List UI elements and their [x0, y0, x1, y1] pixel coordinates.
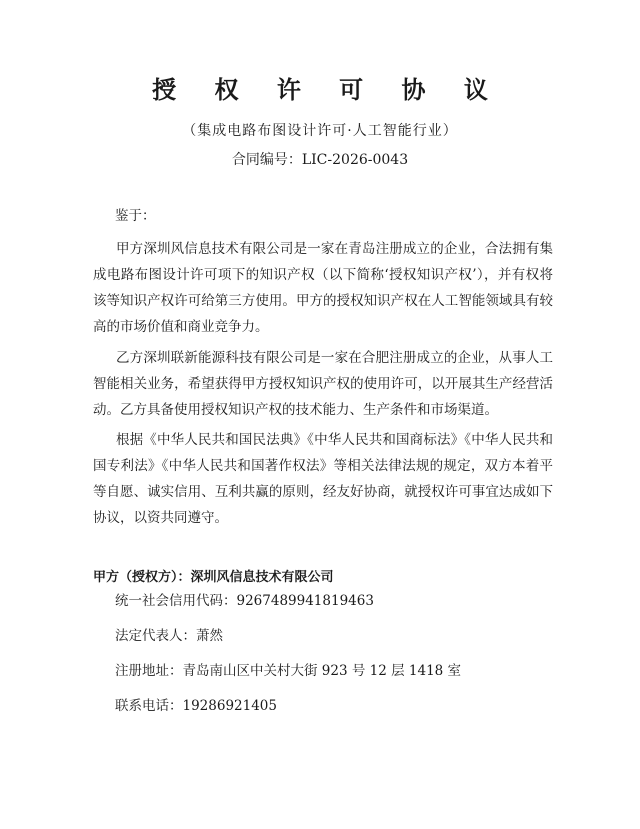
party-a-heading: 甲方（授权方）：深圳风信息技术有限公司 — [93, 570, 334, 585]
party-a-address: 注册地址：青岛南山区中关村大街 923 号 12 层 1418 室 — [115, 663, 462, 679]
recital-paragraph-party-b: 乙方深圳联新能源科技有限公司是一家在合肥注册成立的企业，从事人工智能相关业务，希望获得甲方授权知识产权的使用许可，以开展其生产经营活动。乙方具备使用授权知识产权的技术能力、生产条件和市场渠道。 — [93, 350, 553, 418]
party-a-phone: 联系电话：19286921405 — [115, 698, 277, 714]
recital-paragraph-party-a: 甲方深圳风信息技术有限公司是一家在青岛注册成立的企业，合法拥有集成电路布图设计许可项下的知识产权（以下简称‘授权知识产权’），并有权将该等知识产权许可给第三方使用。甲方的授权知识产权在人工智能领域具有较高的市场价值和商业竞争力。 — [93, 241, 553, 335]
party-a-credit-code: 统一社会信用代码：9267489941819463 — [115, 593, 374, 609]
document-title: 授 权 许 可 协 议 — [152, 76, 503, 104]
whereas-label: 鉴于： — [115, 208, 156, 224]
document-subtitle: （集成电路布图设计许可·人工智能行业） — [182, 123, 458, 139]
contract-number: 合同编号：LIC-2026-0043 — [231, 152, 409, 168]
recital-paragraph-legal-basis: 根据《中华人民共和国民法典》《中华人民共和国商标法》《中华人民共和国专利法》《中华人民共和国著作权法》等相关法律法规的规定，双方本着平等自愿、诚实信用、互利共赢的原则，经友好协商，就授权许可事宜达成如下协议，以资共同遵守。 — [93, 432, 553, 526]
party-a-legal-representative: 法定代表人：萧然 — [115, 628, 223, 644]
